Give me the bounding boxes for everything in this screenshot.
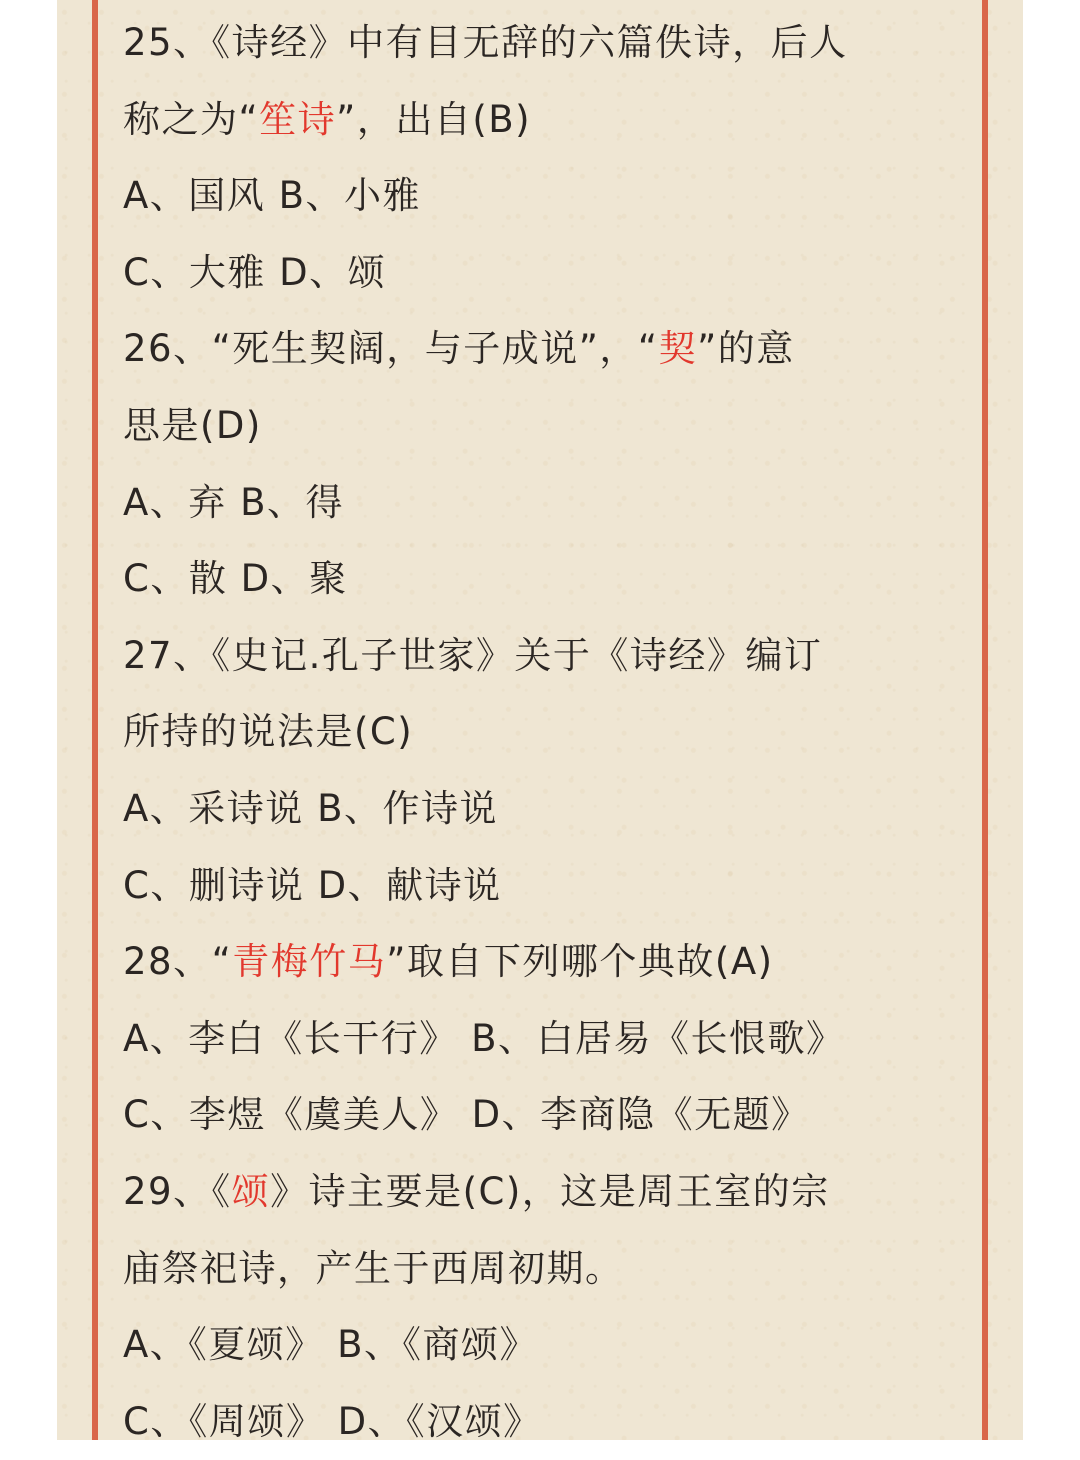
line-text: A、《夏颂》 B、《商颂》	[123, 1323, 538, 1367]
highlighted-term: 契	[658, 327, 698, 371]
line-text: ”取自下列哪个典故(A)	[386, 940, 774, 984]
line-text: C、李煜《虞美人》 D、李商隐《无题》	[123, 1093, 810, 1137]
text-line	[123, 465, 963, 542]
line-text: 庙祭祀诗，产生于西周初期。	[123, 1246, 624, 1290]
text-line	[123, 1001, 963, 1078]
text-line	[123, 618, 963, 695]
text-line	[123, 388, 963, 465]
left-border-line	[92, 0, 98, 1440]
highlighted-term: 笙诗	[259, 97, 337, 141]
text-line	[123, 158, 963, 235]
text-line	[123, 1077, 963, 1154]
text-line	[123, 771, 963, 848]
line-text: C、《周颂》 D、《汉颂》	[123, 1399, 542, 1443]
text-line	[123, 5, 963, 82]
text-line	[123, 1231, 963, 1308]
line-text: 28、“	[123, 940, 233, 984]
text-line	[123, 541, 963, 618]
line-text: 称之为“	[123, 97, 260, 141]
highlighted-term: 青梅竹马	[232, 940, 387, 984]
line-text: C、大雅 D、颂	[123, 250, 387, 294]
line-text: A、李白《长干行》 B、白居易《长恨歌》	[123, 1016, 845, 1060]
right-border-line	[982, 0, 988, 1440]
line-text: 26、“死生契阔，与子成说”，“	[123, 327, 659, 371]
line-text: C、删诗说 D、献诗说	[123, 863, 502, 907]
text-line	[123, 1154, 963, 1231]
line-text: ”的意	[697, 327, 795, 371]
line-text: A、国风 B、小雅	[123, 174, 421, 218]
line-text: 25、《诗经》中有目无辞的六篇佚诗，后人	[123, 21, 848, 64]
line-text: 27、《史记.孔子世家》关于《诗经》编订	[123, 633, 823, 677]
text-line	[123, 235, 963, 312]
text-line	[123, 1384, 963, 1460]
line-text: C、散 D、聚	[123, 557, 348, 601]
text-line	[123, 924, 963, 1001]
line-text: 29、《	[123, 1169, 232, 1213]
line-text: A、采诗说 B、作诗说	[123, 786, 498, 830]
quiz-content	[123, 5, 963, 1460]
line-text: 思是(D)	[123, 403, 262, 447]
highlighted-term: 颂	[231, 1169, 271, 1213]
line-text: ”，出自(B)	[336, 97, 532, 141]
line-text: 》诗主要是(C)，这是周王室的宗	[270, 1169, 830, 1213]
line-text: A、弃 B、得	[123, 480, 344, 524]
text-line	[123, 82, 963, 159]
line-text: 所持的说法是(C)	[123, 710, 414, 754]
text-line	[123, 1307, 963, 1384]
text-line	[123, 848, 963, 925]
text-line	[123, 311, 963, 388]
text-line	[123, 694, 963, 771]
